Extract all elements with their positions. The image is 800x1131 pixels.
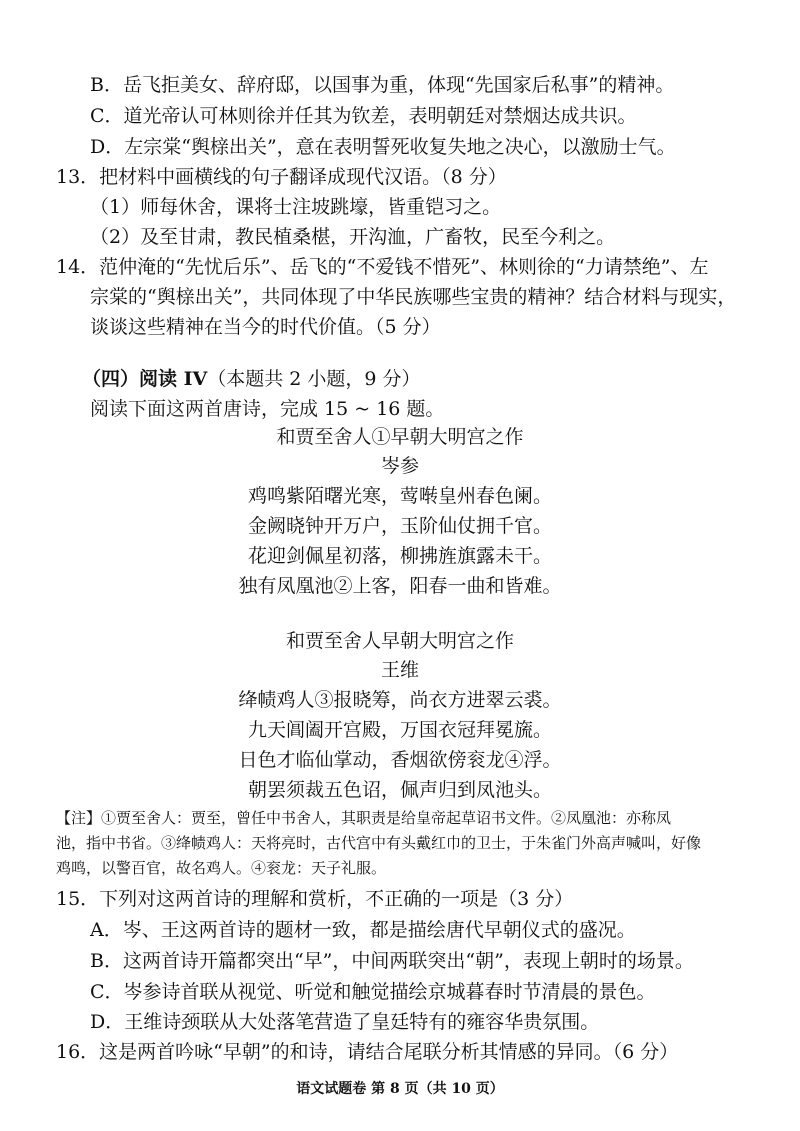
poem-1-title: 和贾至舍人①早朝大明宫之作 — [276, 426, 524, 448]
question-14-line-1: 14．范仲淹的“先忧后乐”、岳飞的“不爱钱不惜死”、林则徐的“力请禁绝”、左 — [56, 256, 709, 278]
question-13: 13．把材料中画横线的句子翻译成现代汉语。（8 分） — [56, 166, 507, 188]
poem-1-line-1: 鸡鸣紫陌曙光寒，莺啭皇州春色阑。 — [247, 485, 552, 507]
poem-2-line-4: 朝罢须裁五色诏，佩声归到凤池头。 — [247, 779, 552, 801]
question-14-line-3: 谈谈这些精神在当今的时代价值。（5 分） — [90, 316, 441, 338]
section-4-subtitle: （本题共 2 小题，9 分） — [207, 368, 421, 390]
question-15-option-d: D．王维诗颈联从大处落笔营造了皇廷特有的雍容华贵氛围。 — [90, 1011, 600, 1033]
poem-2-title: 和贾至舍人早朝大明宫之作 — [285, 630, 514, 652]
question-14-line-2: 宗棠的“舆榇出关”，共同体现了中华民族哪些宝贵的精神？结合材料与现实， — [90, 286, 737, 308]
poem-2-author: 王维 — [380, 659, 419, 681]
poem-1-line-2: 金阙晓钟开万户，玉阶仙仗拥千官。 — [247, 515, 552, 537]
poem-1-line-3: 花迎剑佩星初落，柳拂旌旗露未干。 — [247, 545, 552, 567]
question-15-option-a: A．岑、王这两首诗的题材一致，都是描绘唐代早朝仪式的盛况。 — [90, 919, 636, 941]
question-15: 15．下列对这两首诗的理解和赏析，不正确的一项是（3 分） — [56, 888, 574, 910]
poem-2-line-3: 日色才临仙掌动，香烟欲傍衮龙④浮。 — [238, 749, 562, 771]
option-c-previous: C．道光帝认可林则徐并任其为钦差，表明朝廷对禁烟达成共识。 — [90, 105, 637, 127]
poem-2-line-1: 绛帻鸡人③报晓筹，尚衣方进翠云裘。 — [238, 689, 562, 711]
poem-1-line-4: 独有凤凰池②上客，阳春一曲和皆难。 — [238, 575, 562, 597]
option-d-previous: D．左宗棠“舆榇出关”，意在表明誓死收复失地之决心，以激励士气。 — [90, 136, 676, 158]
poem-2-line-2: 九天阊阖开宫殿，万国衣冠拜冕旒。 — [247, 719, 552, 741]
annotation-line-2: 池，指中书省。③绛帻鸡人：天将亮时，古代宫中有头戴红巾的卫士，于朱雀门外高声喊叫，好像 — [56, 834, 702, 852]
section-4-heading — [82, 366, 421, 392]
annotation-line-1: 【注】①贾至舍人：贾至，曾任中书舍人，其职责是给皇帝起草诏书文件。②凤凰池：亦称凤 — [56, 809, 672, 827]
page-footer: 语文试题卷 第 8 页（共 10 页） — [296, 1081, 504, 1097]
question-13-part-2: （2）及至甘肃，教民植桑椹，开沟洫，广畜牧，民至今利之。 — [90, 226, 616, 248]
poem-1-author: 岑参 — [380, 455, 419, 477]
question-15-option-b: B．这两首诗开篇都突出“早”，中间两联突出“朝”，表现上朝时的场景。 — [90, 950, 694, 972]
question-13-part-1: （1）师每休舍，课将士注坡跳壕，皆重铠习之。 — [90, 196, 502, 218]
question-15-option-c: C．岑参诗首联从视觉、听觉和触觉描绘京城暮春时节清晨的景色。 — [90, 981, 656, 1003]
option-b-previous: B．岳飞拒美女、辞府邸，以国事为重，体现“先国家后私事”的精神。 — [90, 74, 675, 96]
section-4-title: （四）阅读 IV — [82, 368, 208, 390]
annotation-line-3: 鸡鸣，以警百官，故名鸡人。④衮龙：天子礼服。 — [56, 859, 387, 877]
section-4-instruction: 阅读下面这两首唐诗，完成 15 ~ 16 题。 — [90, 398, 445, 420]
question-16: 16．这是两首吟咏“早朝”的和诗，请结合尾联分析其情感的异同。（6 分） — [56, 1041, 679, 1063]
